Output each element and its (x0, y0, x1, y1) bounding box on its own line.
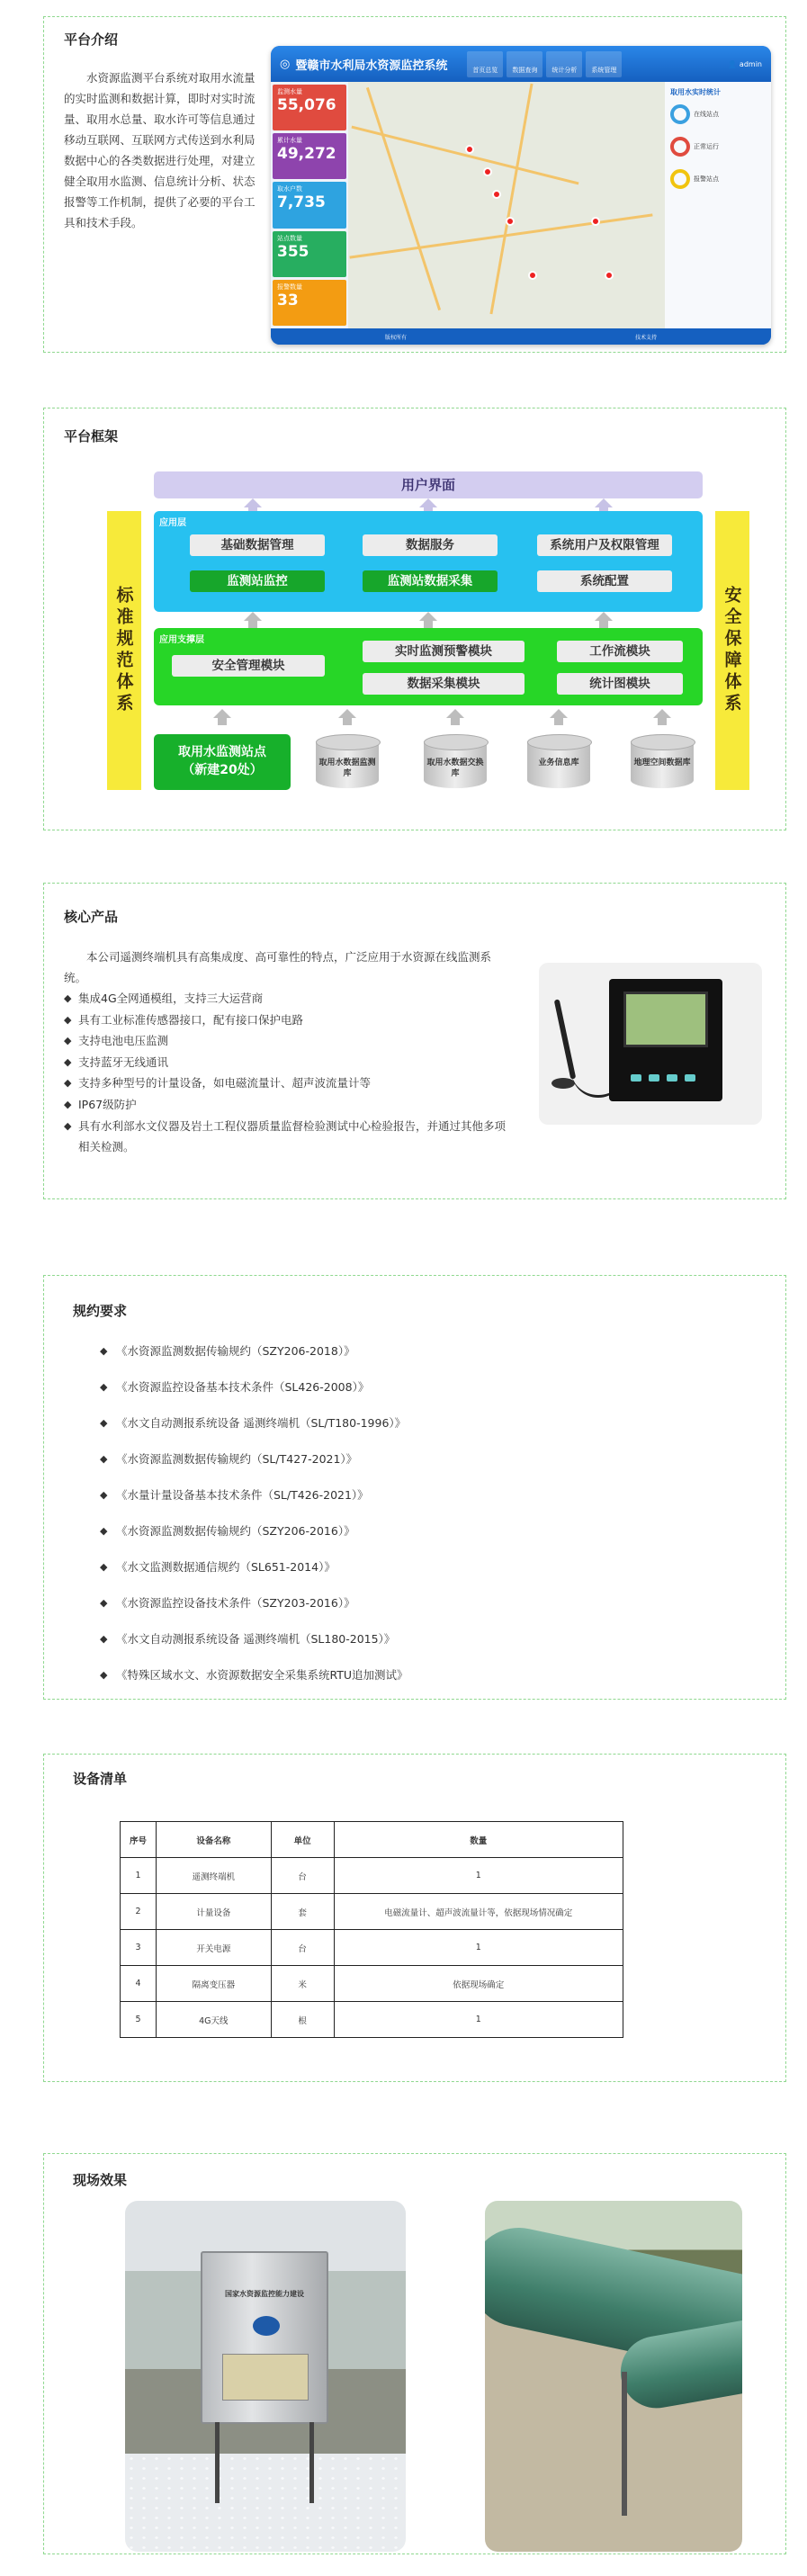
dashboard-nav-item[interactable]: 首页总览 (467, 51, 503, 77)
kpi-label: 取水户数 (277, 185, 302, 193)
list-item: ◆ 《水文监测数据通信规约（SL651-2014）》 (100, 1558, 408, 1594)
section-title: 规约要求 (73, 1303, 128, 1319)
framework-diagram (107, 468, 755, 815)
database-icon (631, 734, 694, 794)
app-module-box: 数据服务 (363, 534, 498, 556)
table-cell: 1 (334, 1858, 623, 1894)
standards-section (43, 1275, 786, 1700)
donut-chart-icon (670, 104, 690, 124)
database-label: 取用水数据交换库 (426, 758, 484, 778)
list-item: ◆ 具有水利部水文仪器及岩土工程仪器质量监督检验测试中心检验报告，并通过其他多项相关检测。 (64, 1116, 508, 1158)
map-pin-icon[interactable] (483, 167, 492, 176)
section-title: 平台框架 (64, 428, 119, 444)
list-item: ◆ 具有工业标准传感器接口，配有接口保护电路 (64, 1010, 508, 1031)
support-module-box: 实时监测预警模块 (363, 641, 525, 662)
kpi-column (271, 82, 348, 328)
column-header: 序号 (121, 1822, 157, 1858)
logo-icon (253, 2316, 280, 2336)
column-header: 数量 (334, 1822, 623, 1858)
list-item: ◆ 集成4G全网通模组，支持三大运营商 (64, 988, 508, 1010)
list-item: ◆ 《水资源监控设备基本技术条件（SL426-2008）》 (100, 1378, 408, 1414)
table-cell: 计量设备 (156, 1894, 271, 1930)
app-module-box: 系统配置 (537, 570, 672, 592)
product-intro: 本公司遥测终端机具有高集成度、高可靠性的特点，广泛应用于水资源在线监测系统。 (64, 950, 492, 984)
equipment-section (43, 1754, 786, 2082)
database-label: 取用水数据监测库 (318, 758, 376, 778)
map-pin-icon[interactable] (528, 271, 537, 280)
map-pin-icon[interactable] (492, 190, 501, 199)
table-cell: 1 (334, 2002, 623, 2038)
cabinet (201, 2251, 328, 2424)
kpi-value: 55,076 (277, 96, 336, 114)
antenna-base (551, 1078, 575, 1089)
kpi-value: 49,272 (277, 145, 336, 164)
table-cell: 根 (271, 2002, 334, 2038)
list-item: ◆ 《水量计量设备基本技术条件（SL/T426-2021）》 (100, 1486, 408, 1522)
platform-section (43, 16, 786, 353)
antenna-icon (554, 999, 577, 1079)
sensor-post (622, 2372, 627, 2516)
dashboard-screenshot (271, 46, 771, 345)
kpi-label: 站点数量 (277, 234, 302, 242)
table-cell: 2 (121, 1894, 157, 1930)
table-cell: 依据现场确定 (334, 1966, 623, 2002)
dashboard-title: 暨赣市水利局水资源监控系统 (295, 58, 448, 73)
dashboard-nav-item[interactable]: 统计分析 (546, 51, 582, 77)
donut-chart-icon (670, 137, 690, 157)
list-item: ◆ 《水资源监控设备技术条件（SZY203-2016）》 (100, 1594, 408, 1630)
support-module-box: 安全管理模块 (172, 655, 325, 677)
database-icon (316, 734, 379, 794)
kpi-card (273, 280, 346, 326)
stats-item (670, 169, 766, 189)
cabinet-legs (215, 2422, 314, 2503)
stats-item-label: 报警站点 (694, 175, 719, 183)
map-pin-icon[interactable] (591, 217, 600, 226)
section-title: 平台介绍 (64, 31, 119, 48)
feature-list (64, 988, 508, 1158)
table-row (121, 1894, 623, 1930)
column-header: 单位 (271, 1822, 334, 1858)
table-cell: 4G天线 (156, 2002, 271, 2038)
table-row (121, 1930, 623, 1966)
kpi-value: 33 (277, 291, 299, 310)
list-item: ◆ 支持蓝牙无线通讯 (64, 1052, 508, 1073)
device-button (667, 1074, 677, 1082)
table-cell: 1 (334, 1930, 623, 1966)
app-module-box: 监测站监控 (190, 570, 325, 592)
support-layer (154, 628, 703, 705)
support-module-box: 工作流模块 (557, 641, 683, 662)
table-cell: 1 (121, 1858, 157, 1894)
kpi-label: 监测水量 (277, 88, 302, 95)
stats-item (670, 137, 766, 157)
list-item: ◆ 《水资源监测数据传输规约（SL/T427-2021）》 (100, 1450, 408, 1486)
terminal-device (609, 979, 722, 1101)
stats-panel (665, 82, 771, 328)
list-item: ◆ IP67级防护 (64, 1094, 508, 1116)
device-button (685, 1074, 695, 1082)
equipment-table (120, 1821, 623, 2038)
section-title: 设备清单 (73, 1771, 128, 1787)
user-icon: 👤 (728, 59, 740, 68)
cabinet-plate (222, 2354, 309, 2401)
database-label: 地理空间数据库 (633, 758, 691, 767)
platform-description: 水资源监测平台系统对取用水流量的实时监测和数据计算，即时对实时流量、取用水总量、取水许可等信息通过移动互联网、互联网方式传送到水利局数据中心的各类数据进行处理，对建立健全取用水监测、信息统计分析、状态报警等工作机制，提供了必要的平台工具和技术手段。 (64, 71, 256, 229)
app-module-box: 监测站数据采集 (363, 570, 498, 592)
station-count: （新建20处） (182, 763, 263, 777)
monitoring-station-box (154, 734, 291, 790)
stats-item-label: 在线站点 (694, 111, 719, 118)
list-item: ◆ 《水文自动测报系统设备 遥测终端机（SL/T180-1996）》 (100, 1414, 408, 1450)
dashboard-nav-item[interactable]: 系统管理 (586, 51, 622, 77)
donut-chart-icon (670, 169, 690, 189)
site-photo-pipe (485, 2201, 742, 2552)
kpi-card (273, 85, 346, 130)
map-road (366, 87, 441, 310)
table-cell: 套 (271, 1894, 334, 1930)
kpi-card (273, 231, 346, 277)
application-layer (154, 511, 703, 612)
device-button (631, 1074, 641, 1082)
table-cell: 隔离变压器 (156, 1966, 271, 2002)
table-row (121, 2002, 623, 2038)
map-view[interactable] (348, 82, 665, 328)
list-item: ◆ 《水资源监测数据传输规约（SZY206-2016）》 (100, 1522, 408, 1558)
stats-item-label: 正常运行 (694, 143, 719, 150)
standards-system-bar: 标准规范体系 (107, 511, 141, 790)
section-title: 现场效果 (73, 2172, 128, 2188)
database-label: 业务信息库 (538, 758, 579, 767)
layer-tag: 应用层 (159, 518, 186, 528)
table-cell: 5 (121, 2002, 157, 2038)
user-interface-bar: 用户界面 (154, 471, 703, 498)
stats-panel-title: 取用水实时统计 (670, 88, 721, 96)
dashboard-footer (271, 328, 771, 345)
table-cell: 电磁流量计、超声波流量计等，依据现场情况确定 (334, 1894, 623, 1930)
table-cell: 台 (271, 1858, 334, 1894)
table-cell: 开关电源 (156, 1930, 271, 1966)
table-row (121, 1858, 623, 1894)
security-system-bar: 安全保障体系 (715, 511, 749, 790)
map-pin-icon[interactable] (506, 217, 515, 226)
cabinet-label: 国家水资源监控能力建设 (225, 2290, 304, 2298)
site-photo-cabinet (125, 2201, 406, 2552)
standards-list (100, 1342, 408, 1702)
dashboard-user[interactable] (728, 60, 762, 68)
app-module-box: 系统用户及权限管理 (537, 534, 672, 556)
framework-section (43, 408, 786, 830)
product-image (539, 963, 762, 1125)
support-module-box: 数据采集模块 (363, 673, 525, 695)
database-icon (424, 734, 487, 794)
device-button (649, 1074, 659, 1082)
station-label: 取用水监测站点 (178, 745, 266, 759)
column-header: 设备名称 (156, 1822, 271, 1858)
table-row (121, 1966, 623, 2002)
list-item: ◆ 支持多种型号的计量设备，如电磁流量计、超声波流量计等 (64, 1073, 508, 1094)
database-icon (527, 734, 590, 794)
table-cell: 遥测终端机 (156, 1858, 271, 1894)
kpi-value: 7,735 (277, 193, 326, 212)
dashboard-logo-icon: ◎ (280, 57, 291, 71)
map-road (489, 84, 533, 315)
footer-text: 版权所有 (384, 334, 407, 341)
section-title: 核心产品 (64, 909, 119, 925)
kpi-label: 报警数量 (277, 283, 302, 291)
kpi-value: 355 (277, 242, 309, 261)
table-cell: 台 (271, 1930, 334, 1966)
list-item: ◆ 《特殊区域水文、水资源数据安全采集系统RTU追加测试》 (100, 1666, 408, 1702)
kpi-label: 累计水量 (277, 137, 302, 145)
kpi-card (273, 133, 346, 179)
site-section (43, 2153, 786, 2554)
list-item: ◆ 支持电池电压监测 (64, 1030, 508, 1052)
list-item: ◆ 《水文自动测报系统设备 遥测终端机（SL180-2015）》 (100, 1630, 408, 1666)
app-module-box: 基础数据管理 (190, 534, 325, 556)
map-pin-icon[interactable] (605, 271, 614, 280)
table-cell: 3 (121, 1930, 157, 1966)
table-cell: 4 (121, 1966, 157, 2002)
map-pin-icon[interactable] (465, 145, 474, 154)
table-header-row (121, 1822, 623, 1858)
map-road (351, 126, 578, 185)
kpi-card (273, 182, 346, 228)
support-module-box: 统计图模块 (557, 673, 683, 695)
dashboard-user-name: admin (739, 59, 762, 68)
layer-tag: 应用支撑层 (159, 635, 204, 645)
dashboard-nav-item[interactable]: 数据查询 (507, 51, 542, 77)
stats-item (670, 104, 766, 124)
list-item: ◆ 《水资源监测数据传输规约（SZY206-2018）》 (100, 1342, 408, 1378)
device-screen (623, 992, 708, 1047)
footer-text: 技术支持 (634, 334, 657, 341)
table-cell: 米 (271, 1966, 334, 2002)
product-section (43, 883, 786, 1199)
